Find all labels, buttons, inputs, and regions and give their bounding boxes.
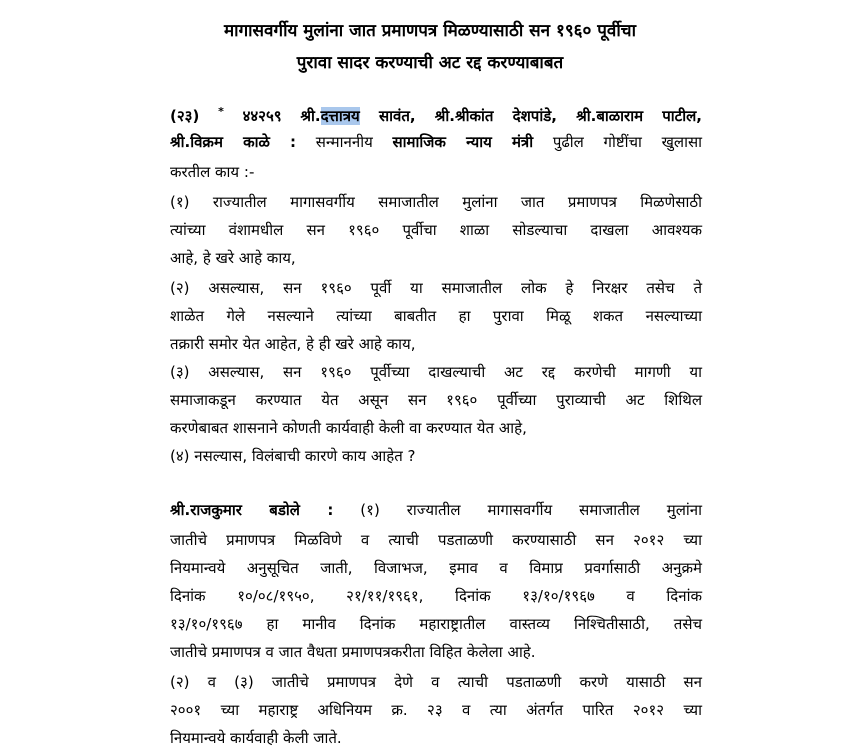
question-intro-end: करतील काय :- bbox=[170, 163, 255, 181]
q2-line: तक्रारी समोर येत आहेत, हे ही खरे आहे काय, bbox=[170, 335, 416, 353]
answer-line: दिनांक १०/०८/१९५०, २१/११/१९६१, दिनांक १३/१०/१९६७ व दिनांक bbox=[170, 587, 702, 605]
answer2-line: नियमान्वये कार्यवाही केली जाते. bbox=[170, 729, 342, 747]
q4-line: (४) नसल्यास, विलंबाची कारणे काय आहेत ? bbox=[170, 447, 416, 465]
question-id: ४४२५९ bbox=[242, 107, 282, 125]
q3-line: समाजाकडून करण्यात येत असून सन १९६० पूर्वीच्या पुराव्याची अट शिथिल bbox=[170, 391, 702, 409]
q2-line: शाळेत गेले नसल्याने त्यांच्या बाबतीत हा पुरावा मिळू शकत नसल्याच्या bbox=[170, 307, 702, 325]
question-number: (२३) bbox=[170, 107, 200, 125]
q1-line: (१) राज्यातील मागासवर्गीय समाजातील मुलांना जात प्रमाणपत्र मिळणेसाठी bbox=[170, 193, 702, 211]
answer2-line: २००१ च्या महाराष्ट्र अधिनियम क्र. २३ व त्या अंतर्गत पारित २०१२ च्या bbox=[170, 701, 702, 719]
asker-last: श्री.विक्रम काळे : bbox=[170, 133, 297, 151]
answer-line: १३/१०/१९६७ हा मानीव दिनांक महाराष्ट्रातील वास्तव्य निश्चितीसाठी, तसेच bbox=[170, 615, 702, 633]
askers-list: सावंत, श्री.श्रीकांत देशपांडे, श्री.बाळाराम पाटील, bbox=[359, 107, 702, 125]
answer-line: नियमान्वये अनुसूचित जाती, विजाभज, इमाव व विमाप्र प्रवर्गासाठी अनुक्रमे bbox=[170, 559, 702, 577]
answer-speaker: श्री.राजकुमार बडोले : bbox=[170, 501, 334, 519]
answer-line: जातीचे प्रमाणपत्र व जात वैधता प्रमाणपत्रकरीता विहित केलेला आहे. bbox=[170, 643, 536, 661]
q3-line: करणेबाबत शासनाने कोणती कार्यवाही केली वा करण्यात येत आहे, bbox=[170, 419, 527, 437]
q3-line: (३) असल्यास, सन १९६० पूर्वीच्या दाखल्याची अट रद्द करणेची मागणी या bbox=[170, 363, 702, 381]
q2-line: (२) असल्यास, सन १९६० पूर्वी या समाजातील लोक हे निरक्षर तसेच ते bbox=[170, 279, 702, 297]
asker-prefix: श्री. bbox=[300, 107, 321, 125]
question-intro-line bbox=[170, 130, 702, 154]
answer-header bbox=[170, 498, 702, 522]
answer-text: (१) राज्यातील मागासवर्गीय समाजातील मुलांना bbox=[333, 501, 702, 519]
minister-name: सामाजिक न्याय मंत्री bbox=[392, 133, 534, 151]
starred-mark: * bbox=[218, 105, 224, 118]
intro-text: सन्माननीय bbox=[296, 133, 393, 151]
selected-text[interactable]: दत्तात्रय bbox=[320, 107, 360, 125]
answer2-line: (२) व (३) जातीचे प्रमाणपत्र देणे व त्याची पडताळणी करणे यासाठी सन bbox=[170, 673, 702, 691]
q1-line: आहे, हे खरे आहे काय, bbox=[170, 249, 296, 267]
title-line-2: पुरावा सादर करण्याची अट रद्द करण्याबाबत bbox=[296, 53, 564, 73]
title-line-1: मागासवर्गीय मुलांना जात प्रमाणपत्र मिळण्यासाठी सन १९६० पूर्वीचा bbox=[224, 21, 636, 41]
intro-text-2: पुढील गोष्टींचा खुलासा bbox=[533, 133, 703, 151]
question-header bbox=[170, 100, 702, 128]
q1-line: त्यांच्या वंशामधील सन १९६० पूर्वीचा शाळा सोडल्याचा दाखला आवश्यक bbox=[170, 221, 702, 239]
answer-line: जातीचे प्रमाणपत्र मिळविणे व त्याची पडताळणी करण्यासाठी सन २०१२ च्या bbox=[170, 531, 702, 549]
